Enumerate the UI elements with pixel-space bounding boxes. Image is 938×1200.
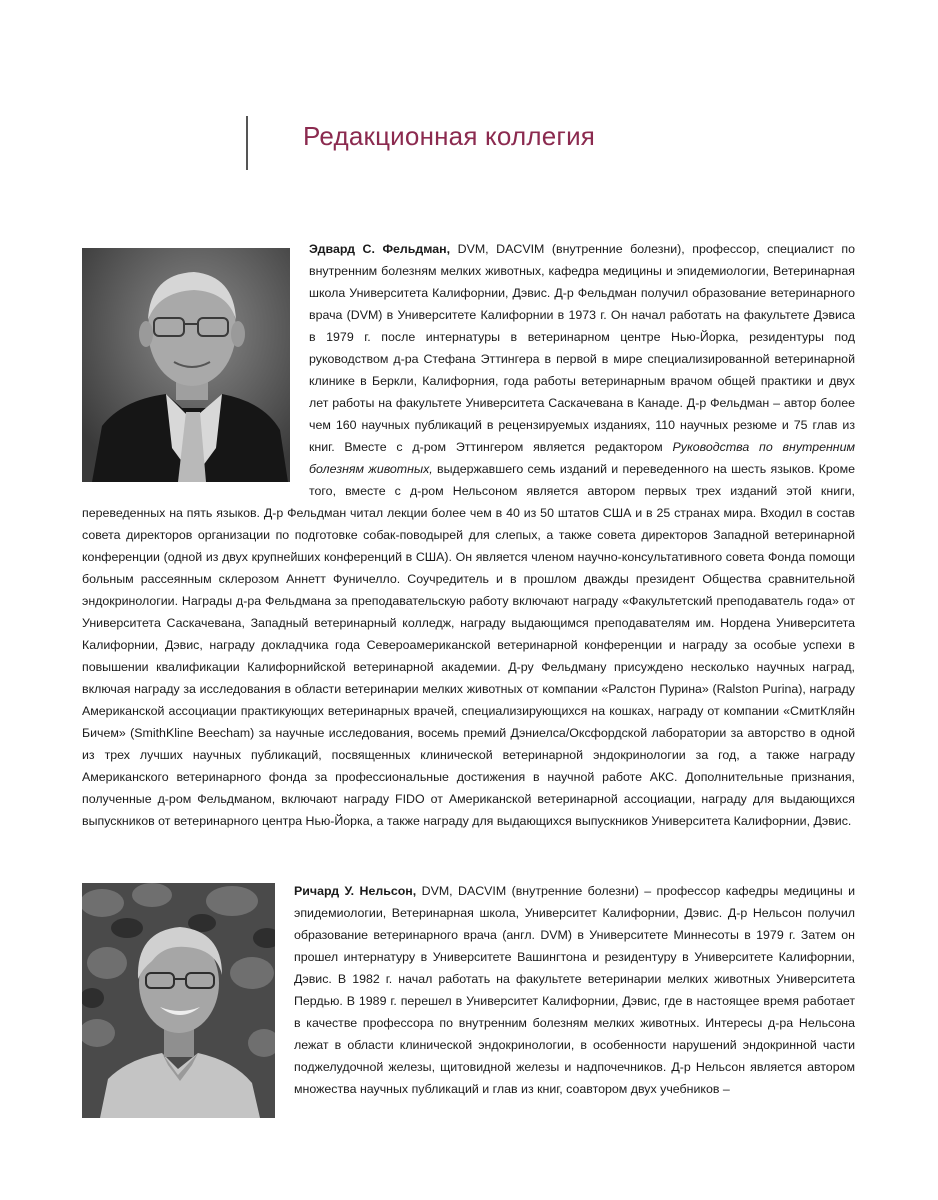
portrait-photo-feldman <box>82 248 290 482</box>
bio-text-continued: выдержавшего семь изданий и переведенного на шесть языков. Кроме того, вместе с д-ром Нельсоном является автором первых трех изданий этой книги, переведенных на пять языков. Д-р Фельдман читал лекции более чем в 40 из 50 штатов США и в 25 странах мира. Входил в состав совета директоров организации по подготовке собак-поводырей для слепых, а также совета директоров Западной ветеринарной конференции (одной из двух крупнейших конференций в США). Он является членом научно-консультативного совета Фонда помощи больным рассеянным склерозом Аннетт Фуничелло. Соучредитель и в прошлом дважды президент Общества сравнительной эндокринологии. Награды д-ра Фельдмана за преподавательскую работу включают награду «Факультетский преподаватель года» от Университета Саскачевана, Западный ветеринарный колледж, награду выдающимся преподавателям им. Нордена Университета Калифорнии, Дэвис, награду докладчика года Североамериканской ветеринарной конференции и награду за особые успехи в повышении квалификации Калифорнийской ветеринарной академии. Д-ру Фельдману присуждено несколько научных наград, включая награду за исследования в области ветеринарии мелких животных от компании «Ралстон Пурина» (Ralston Purina), награду Американской ассоциации практикующих ветеринарных врачей, специализирующихся на кошках, награду от компании «СмитКляйн Бичем» (SmithKline Beecham) за научные исследования, восемь премий Дэниелса/Оксфордской лаборатории за авторство в одной из трех лучших научных публикаций, посвященных клинической ветеринарной эндокринологии за год, а также награду Американского ветеринарного фонда за профессиональные достижения в научной работе АКС. Дополнительные признания, полученные д-ром Фельдманом, включают награду FIDO от Американской ветеринарной ассоциации, награду для выдающихся выпускников от ветеринарного центра Нью-Йорка, а также награду для выдающихся выпускников Университета Калифорнии, Дэвис. <box>82 462 856 828</box>
bio-text: DVM, DACVIM (внутренние болезни) – профессор кафедры медицины и эпидемиологии, Ветеринарная школа, Университет Калифорнии, Дэвис. Д-р Нельсон получил образование ветеринарного врача (англ. DVM) в Университете Миннесоты в 1979 г. Затем он прошел интернатуру в Университете Вашингтона и резидентуру в Университете Калифорнии, Дэвис. В 1982 г. начал работать на факультете ветеринарии мелких животных Университета Пердью. В 1989 г. перешел в Университет Калифорнии, Дэвис, где в настоящее время работает в качестве профессора по внутренним болезням мелких животных. Интересы д-ра Нельсона лежат в области клинической эндокринологии, в особенности нарушений эндокринной части поджелудочной железы, щитовидной железы и надпочечников. Д-р Нельсон является автором множества научных публикаций и глав из книг, соавтором двух учебников – <box>294 884 856 1096</box>
bio-nelson <box>82 880 855 1128</box>
bio-book-title: Руководства по внутренним болезням животных, <box>309 440 855 476</box>
bio-name: Ричард У. Нельсон, <box>294 884 417 898</box>
page-title: Редакционная коллегия <box>303 121 596 151</box>
bio-feldman <box>82 238 855 832</box>
heading-rule <box>246 116 248 170</box>
portrait-photo-nelson <box>82 883 275 1118</box>
bio-name: Эдвард С. Фельдман, <box>309 242 451 256</box>
bio-text: DVM, DACVIM (внутренние болезни), профессор, специалист по внутренним болезням мелких животных, кафедра медицины и эпидемиологии, Ветеринарная школа Университета Калифорнии, Дэвис. Д-р Фельдман получил образование ветеринарного врача (DVM) в Университете Калифорнии в 1973 г. Он начал работать на факультете Дэвиса в 1979 г. после интернатуры в ветеринарном центре Нью-Йорка, резидентуры под руководством д-ра Стефана Эттингера в первой в мире специализированной ветеринарной клинике в Беркли, Калифорния, года работы ветеринарным врачом общей практики и двух лет работы на факультете Университета Саскачевана в Канаде. Д-р Фельдман – автор более чем 160 научных публикаций в рецензируемых изданиях, 110 научных резюме и 75 глав из книг. Вместе с д-ром Эттингером является редактором <box>309 242 856 454</box>
